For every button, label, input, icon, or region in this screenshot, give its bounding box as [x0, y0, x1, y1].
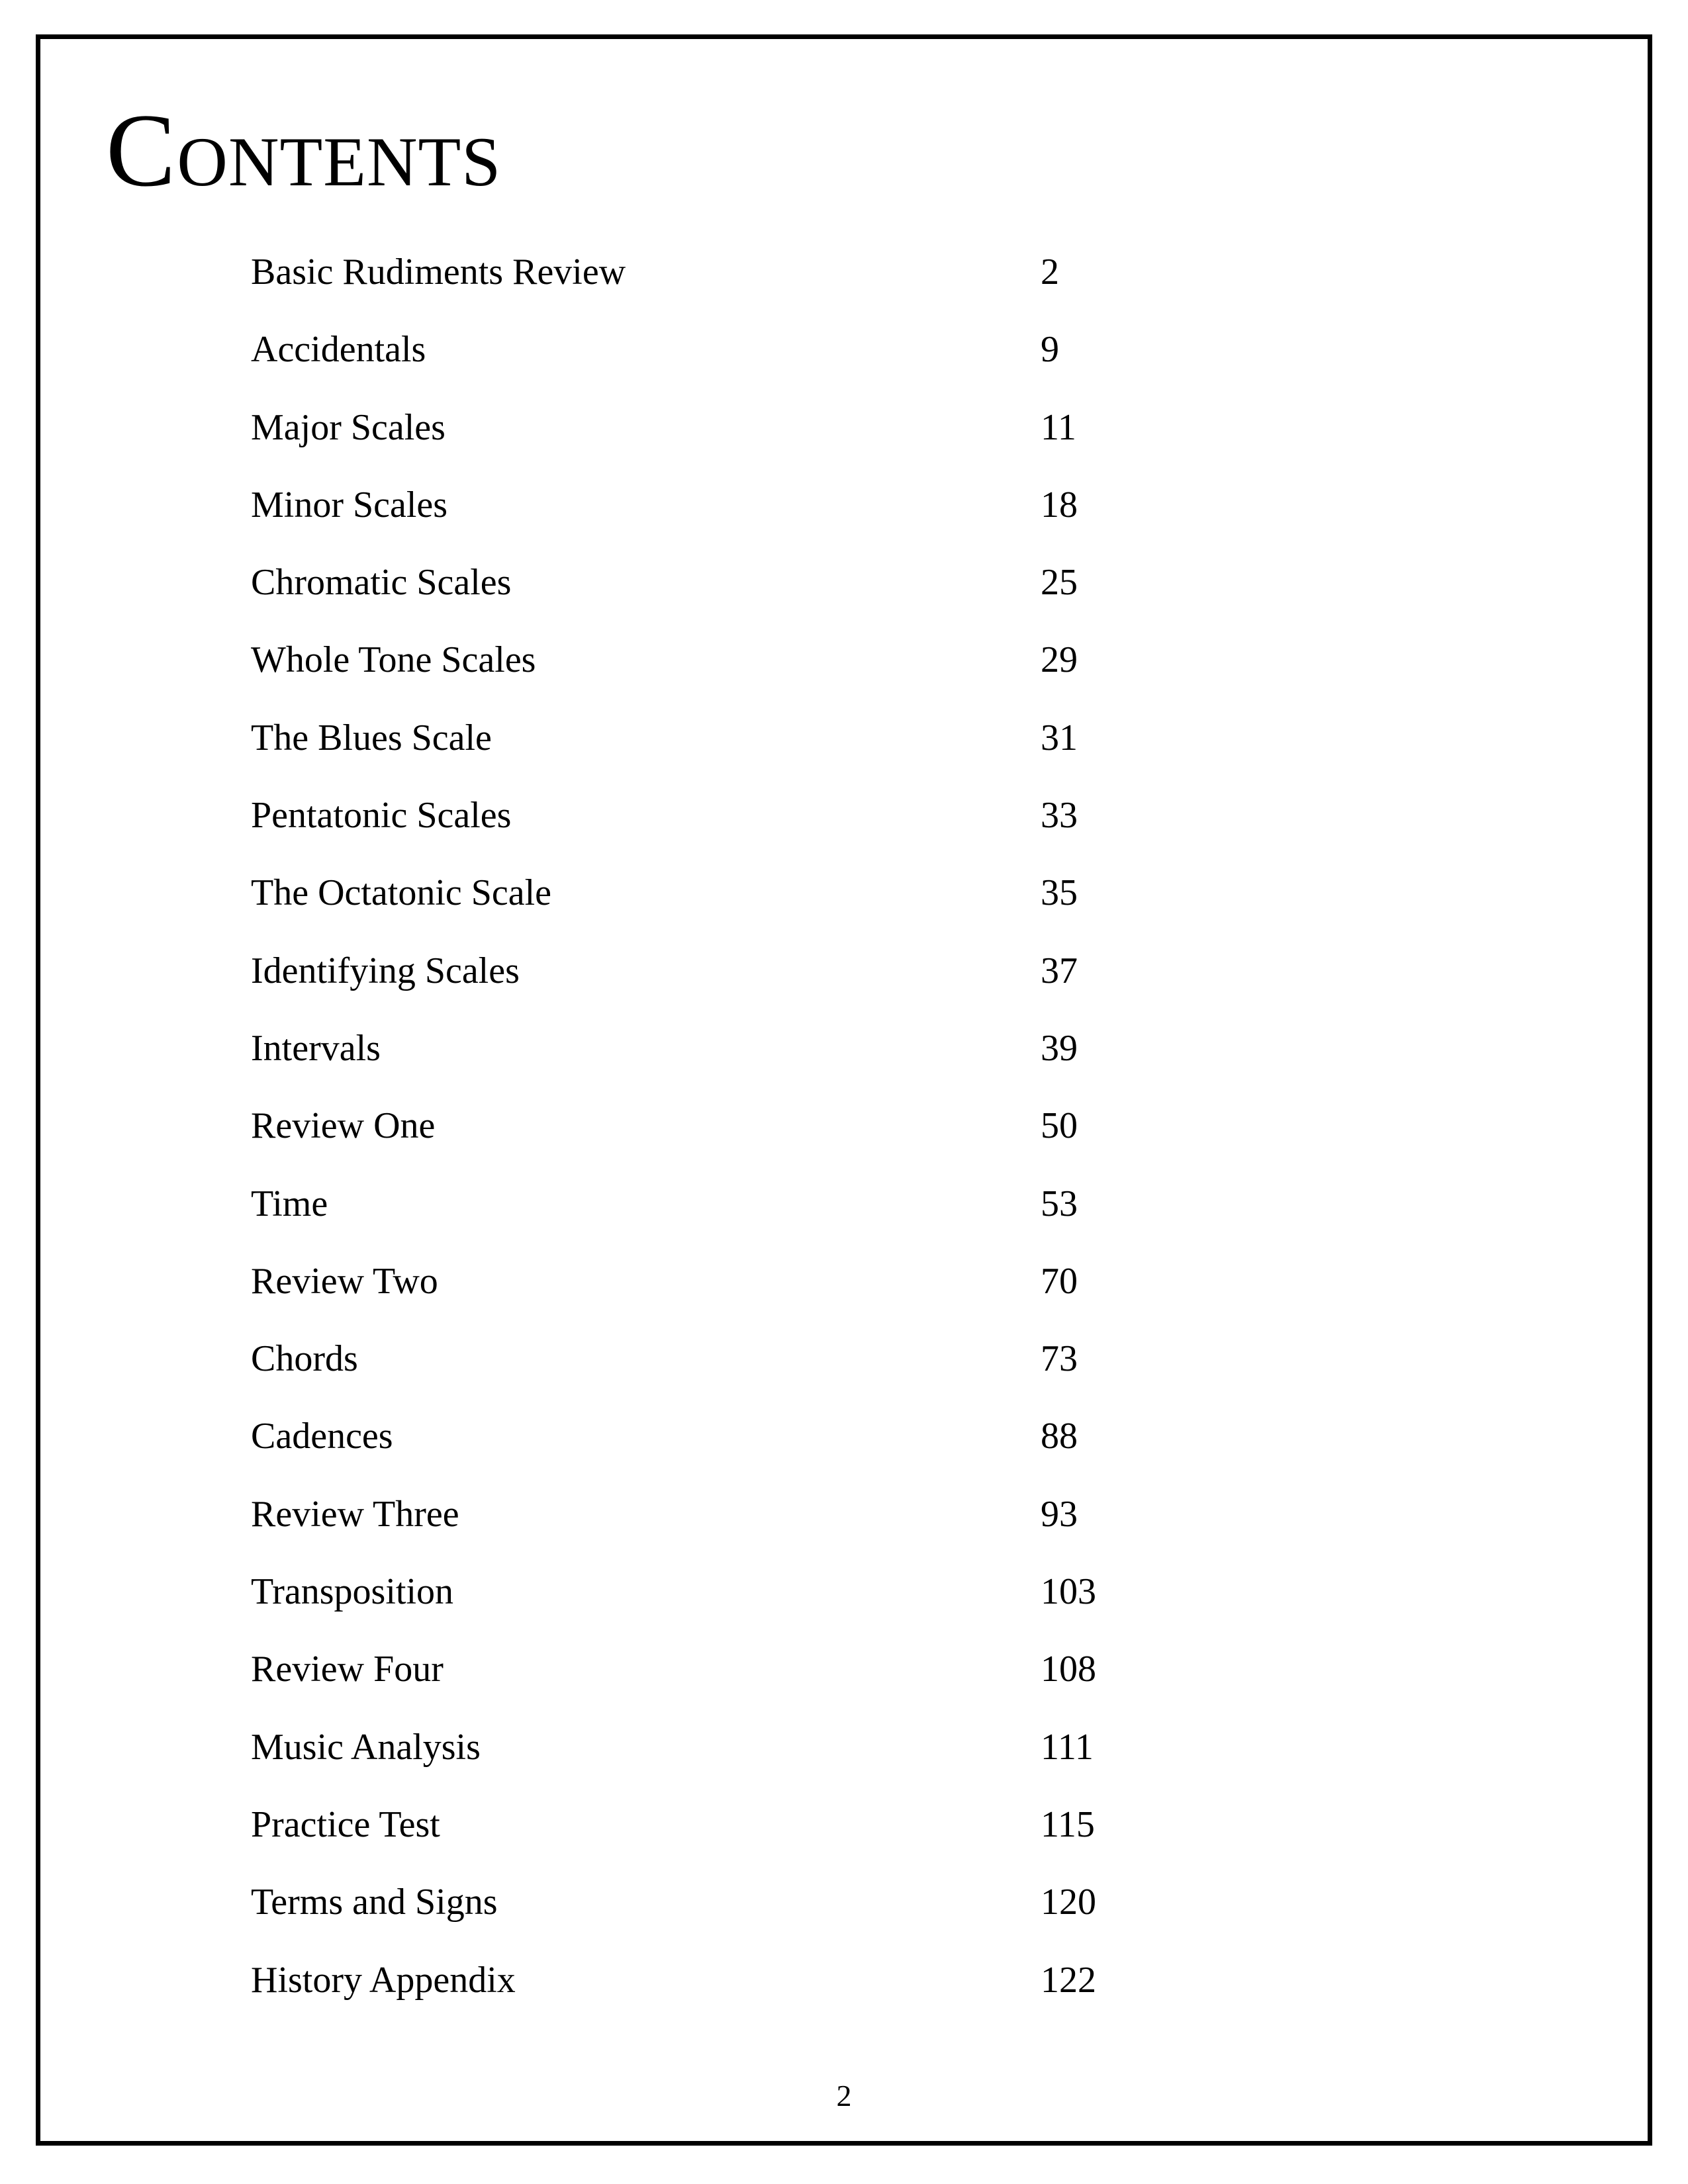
toc-row — [251, 544, 1310, 621]
toc-row — [251, 1709, 1310, 1786]
toc-entry-page: 108 — [1041, 1649, 1096, 1690]
toc-entry-label: Practice Test — [251, 1803, 440, 1845]
toc-entry-page: 29 — [1041, 639, 1078, 681]
toc-entry-page: 111 — [1041, 1726, 1094, 1768]
toc-entry-label: Identifying Scales — [251, 950, 520, 991]
toc-row — [251, 777, 1310, 854]
toc-entry-page: 53 — [1041, 1183, 1078, 1224]
toc-entry-label: Cadences — [251, 1416, 393, 1457]
toc-entry-label: The Blues Scale — [251, 717, 492, 758]
toc-entry-label: Minor Scales — [251, 484, 448, 525]
toc-entry-label: Review Four — [251, 1649, 444, 1690]
toc-entry-label: Major Scales — [251, 406, 445, 448]
toc-row — [251, 1942, 1310, 2019]
toc-entry-page: 18 — [1041, 484, 1078, 525]
toc-entry-label: Basic Rudiments Review — [251, 251, 626, 293]
toc-entry-page: 39 — [1041, 1027, 1078, 1069]
toc-entry-page: 11 — [1041, 406, 1076, 448]
toc-entry-page: 37 — [1041, 950, 1078, 991]
toc-entry-label: Chromatic Scales — [251, 562, 512, 604]
toc-entry-page: 93 — [1041, 1493, 1078, 1535]
toc-row — [251, 1476, 1310, 1553]
toc-entry-page: 9 — [1041, 329, 1059, 371]
toc-entry-label: History Appendix — [251, 1959, 516, 2001]
toc-entry-page: 103 — [1041, 1571, 1096, 1613]
page-title — [106, 93, 502, 208]
toc-entry-label: The Octatonic Scale — [251, 872, 552, 914]
toc-entry-page: 33 — [1041, 795, 1078, 837]
toc-entry-label: Terms and Signs — [251, 1882, 498, 1923]
toc-row — [251, 1165, 1310, 1243]
toc-row — [251, 1864, 1310, 1941]
toc-row — [251, 933, 1310, 1010]
toc-row — [251, 1398, 1310, 1475]
toc-entry-label: Music Analysis — [251, 1726, 481, 1768]
toc-row — [251, 1243, 1310, 1320]
toc-row — [251, 1010, 1310, 1087]
toc-entry-label: Time — [251, 1183, 328, 1224]
toc-row — [251, 1631, 1310, 1708]
toc-entry-label: Review One — [251, 1105, 436, 1147]
toc-row — [251, 311, 1310, 388]
toc-entry-page: 2 — [1041, 251, 1059, 293]
toc-row — [251, 1553, 1310, 1631]
page-title-initial: C — [106, 93, 177, 208]
toc-entry-page: 70 — [1041, 1260, 1078, 1302]
toc-entry-label: Review Three — [251, 1493, 459, 1535]
toc-row — [251, 467, 1310, 544]
toc-entry-page: 122 — [1041, 1959, 1096, 2001]
toc-entry-page: 50 — [1041, 1105, 1078, 1147]
toc-entry-page: 88 — [1041, 1416, 1078, 1457]
toc-row — [251, 1786, 1310, 1864]
toc-entry-label: Transposition — [251, 1571, 454, 1613]
toc-entry-page: 120 — [1041, 1882, 1096, 1923]
toc-entry-label: Intervals — [251, 1027, 381, 1069]
toc-entry-label: Whole Tone Scales — [251, 639, 536, 681]
toc-row — [251, 1320, 1310, 1398]
toc-entry-label: Review Two — [251, 1260, 438, 1302]
toc-row — [251, 700, 1310, 777]
toc-entry-page: 25 — [1041, 562, 1078, 604]
toc-entry-label: Pentatonic Scales — [251, 795, 512, 837]
toc-entry-page: 115 — [1041, 1803, 1095, 1845]
toc-row — [251, 389, 1310, 467]
page-title-rest: ONTENTS — [177, 123, 502, 201]
toc-entry-page: 31 — [1041, 717, 1078, 758]
toc-row — [251, 1087, 1310, 1165]
toc-entry-label: Chords — [251, 1338, 358, 1380]
toc-entry-page: 35 — [1041, 872, 1078, 914]
toc-entry-label: Accidentals — [251, 329, 426, 371]
toc-row — [251, 854, 1310, 932]
footer-page-number: 2 — [836, 2079, 852, 2113]
table-of-contents — [251, 234, 1310, 2019]
toc-row — [251, 621, 1310, 699]
toc-row — [251, 234, 1310, 311]
toc-entry-page: 73 — [1041, 1338, 1078, 1380]
